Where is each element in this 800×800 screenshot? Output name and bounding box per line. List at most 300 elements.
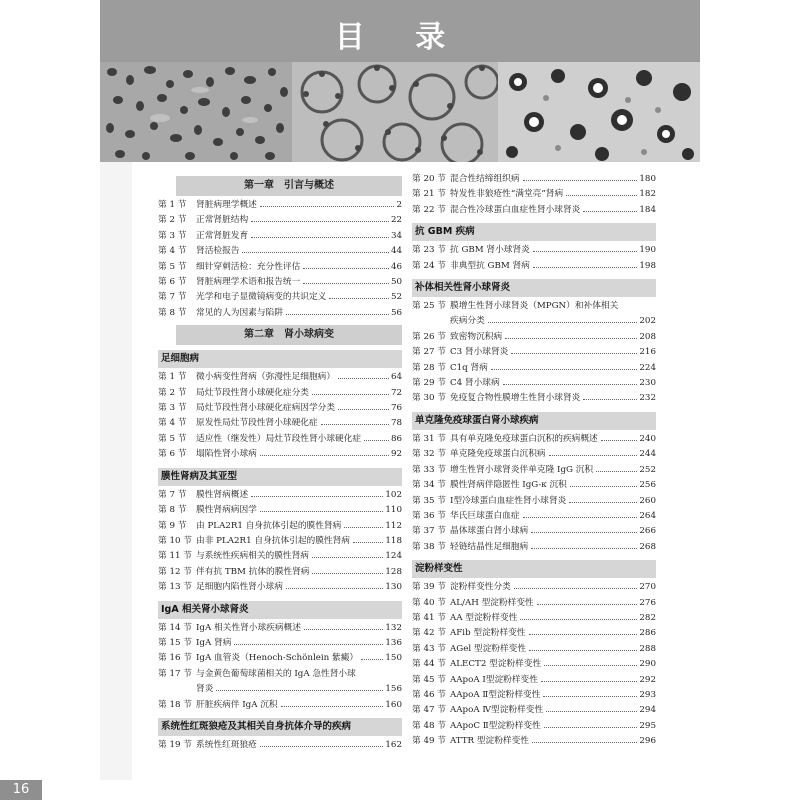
page-reference: 92: [390, 449, 402, 460]
toc-entry[interactable]: [412, 719, 656, 734]
section-title: C1q 肾病: [450, 362, 488, 373]
toc-entry[interactable]: [412, 447, 656, 462]
toc-entry[interactable]: [158, 488, 402, 503]
section-number: 第 43 节: [412, 643, 446, 654]
toc-entry[interactable]: [412, 540, 656, 555]
section-number: 第 3 节: [158, 403, 187, 414]
section-number: 第 29 节: [412, 378, 446, 389]
section-number: 第 38 节: [412, 541, 446, 552]
section-number: 第 36 节: [412, 510, 446, 521]
dot-leader: [566, 195, 637, 196]
page-reference: 276: [639, 597, 656, 608]
section-number: 第 37 节: [412, 526, 446, 537]
page-reference: 78: [390, 418, 402, 429]
section-title: AGel 型淀粉样变性: [450, 643, 527, 654]
section-title: 特发性非狼疮性“满堂亮”肾病: [450, 189, 564, 200]
page-reference: 2: [396, 200, 402, 210]
page-reference: 52: [390, 292, 402, 303]
page-reference: 256: [639, 480, 656, 491]
dot-leader: [549, 455, 638, 456]
category-heading: IgA 相关肾小球肾炎: [158, 601, 402, 619]
section-title: AApoC Ⅱ型淀粉样变性: [450, 720, 541, 731]
section-title: 局灶节段性肾小球硬化症病因学分类: [196, 403, 335, 414]
toc-entry[interactable]: [412, 259, 656, 274]
section-number: 第 49 节: [412, 736, 446, 747]
category-heading: 足细胞病: [158, 350, 402, 368]
dot-leader: [260, 511, 384, 512]
dot-leader: [303, 283, 389, 284]
dot-leader: [570, 486, 638, 487]
toc-entry[interactable]: [412, 626, 656, 641]
toc-entry[interactable]: [158, 198, 402, 213]
toc-entry[interactable]: [412, 509, 656, 524]
page-reference: 292: [639, 674, 656, 685]
dot-leader: [532, 742, 637, 743]
page-reference: 182: [639, 189, 656, 200]
dot-leader: [338, 409, 389, 410]
dot-leader: [529, 650, 637, 651]
page-reference: 202: [639, 316, 656, 327]
dot-leader: [523, 517, 638, 518]
section-number: 第 48 节: [412, 720, 446, 731]
page-reference: 288: [639, 643, 656, 654]
section-title: C4 肾小球病: [450, 378, 500, 389]
dot-leader: [251, 237, 389, 238]
dot-leader: [286, 588, 384, 589]
dot-leader: [251, 221, 389, 222]
section-number: 第 8 节: [158, 505, 187, 516]
page-number: 16: [0, 780, 42, 800]
section-title: ATTR 型淀粉样变性: [450, 736, 529, 747]
section-title: 致密物沉积病: [450, 331, 503, 342]
page-reference: 44: [390, 246, 402, 257]
section-number: 第 28 节: [412, 362, 446, 373]
section-number: 第 14 节: [158, 622, 192, 633]
section-title: AApoA Ⅰ型淀粉样变性: [450, 674, 538, 685]
toc-entry[interactable]: [412, 391, 656, 406]
section-number: 第 6 节: [158, 277, 187, 288]
section-number: 第 34 节: [412, 480, 446, 491]
section-title-continued: 疾病分类: [450, 316, 485, 327]
page-reference: 56: [390, 307, 402, 318]
page-reference: 252: [639, 464, 656, 475]
book-page: [100, 0, 700, 800]
page-reference: 86: [390, 433, 402, 444]
page-reference: 72: [390, 387, 402, 398]
section-title: 微小病变性肾病（弥漫性足细胞病）: [196, 372, 335, 383]
section-title: 轻链结晶性足细胞病: [450, 541, 529, 552]
section-number: 第 20 节: [412, 174, 446, 184]
dot-leader: [286, 314, 389, 315]
toc-right-column: [412, 172, 656, 750]
dot-leader: [312, 557, 383, 558]
section-title: 淀粉样变性分类: [450, 582, 511, 593]
section-number: 第 1 节: [158, 372, 187, 383]
toc-entry[interactable]: [158, 580, 402, 595]
section-title: 局灶节段性肾小球硬化症分类: [196, 387, 309, 398]
section-number: 第 41 节: [412, 612, 446, 623]
page-reference: 290: [639, 659, 656, 670]
section-number: 第 22 节: [412, 204, 446, 215]
toc-entry[interactable]: [412, 172, 656, 187]
section-title: 与系统性疾病相关的膜性肾病: [196, 551, 309, 562]
section-title: 原发性局灶节段性肾小球硬化症: [196, 418, 318, 429]
section-number: 第 6 节: [158, 449, 187, 460]
toc-entry[interactable]: [412, 330, 656, 345]
dot-leader: [491, 369, 638, 370]
dot-leader: [329, 298, 389, 299]
section-number: 第 2 节: [158, 387, 187, 398]
toc-entry[interactable]: [158, 636, 402, 651]
toc-entry-continuation[interactable]: [412, 314, 656, 329]
toc-entry[interactable]: [412, 688, 656, 703]
section-number: 第 7 节: [158, 292, 187, 303]
section-number: 第 19 节: [158, 739, 192, 750]
section-number: 第 32 节: [412, 449, 446, 460]
toc-entry[interactable]: [158, 290, 402, 305]
section-number: 第 31 节: [412, 433, 446, 444]
chapter-heading: 第二章 肾小球病变: [158, 325, 402, 345]
section-title: 伴有抗 TBM 抗体的膜性肾病: [196, 566, 310, 577]
title-banner: [100, 0, 700, 62]
section-number: 第 4 节: [158, 246, 187, 257]
section-number: 第 15 节: [158, 637, 192, 648]
section-title: IgA 肾病: [196, 637, 232, 648]
page-title: 目 录: [334, 20, 466, 55]
section-title: IgA 相关性肾小球疾病概述: [196, 622, 301, 633]
toc-entry[interactable]: [412, 642, 656, 657]
section-title: 具有单克隆免疫球蛋白沉积的疾病概述: [450, 433, 598, 444]
section-number: 第 7 节: [158, 489, 187, 500]
section-title: 常见的人为因素与陷阱: [196, 307, 283, 318]
section-number: 第 4 节: [158, 418, 187, 429]
dot-leader: [503, 384, 638, 385]
page-reference: 240: [639, 433, 656, 444]
dot-leader: [260, 206, 395, 207]
page-reference: 162: [385, 739, 402, 750]
toc-entry[interactable]: [158, 432, 402, 447]
page-reference: 156: [385, 684, 402, 695]
toc-entry[interactable]: [158, 275, 402, 290]
section-title: 足细胞内陷性肾小球病: [196, 582, 283, 593]
section-number: 第 12 节: [158, 566, 192, 577]
section-title: Ⅰ型冷球蛋白血症性肾小球肾炎: [450, 495, 567, 506]
page-reference: 136: [385, 637, 402, 648]
section-title: 膜性肾病病因学: [196, 505, 257, 516]
section-title: 适应性（继发性）局灶节段性肾小球硬化症: [196, 433, 362, 444]
toc-entry[interactable]: [412, 203, 656, 218]
dot-leader: [338, 378, 389, 379]
toc-entry[interactable]: [412, 463, 656, 478]
toc-entry[interactable]: [158, 651, 402, 666]
page-reference: 295: [639, 720, 656, 731]
dot-leader: [569, 502, 637, 503]
dot-leader: [537, 604, 638, 605]
section-number: 第 35 节: [412, 495, 446, 506]
section-title: 非典型抗 GBM 肾病: [450, 260, 530, 271]
toc-entry[interactable]: [412, 345, 656, 360]
section-title: 由 PLA2R1 自身抗体引起的膜性肾病: [196, 520, 342, 531]
page-reference: 110: [385, 505, 402, 516]
section-number: 第 5 节: [158, 261, 187, 272]
section-number: 第 45 节: [412, 674, 446, 685]
toc-entry[interactable]: [158, 503, 402, 518]
page-reference: 260: [639, 495, 656, 506]
page-reference: 282: [639, 612, 656, 623]
section-title: C3 肾小球肾炎: [450, 347, 509, 358]
toc-entry[interactable]: [158, 447, 402, 462]
section-number: 第 42 节: [412, 628, 446, 639]
page-reference: 124: [385, 551, 402, 562]
dot-leader: [511, 353, 637, 354]
toc-entry[interactable]: [158, 667, 402, 682]
page-reference: 268: [639, 541, 656, 552]
dot-leader: [529, 634, 638, 635]
page-reference: 216: [639, 347, 656, 358]
section-number: 第 18 节: [158, 699, 192, 710]
toc-entry[interactable]: [158, 401, 402, 416]
toc-entry[interactable]: [412, 524, 656, 539]
section-title: AApoA Ⅳ型淀粉样变性: [450, 705, 544, 716]
dot-leader: [505, 338, 637, 339]
page-reference: 160: [385, 699, 402, 710]
toc-entry[interactable]: [158, 244, 402, 259]
section-title: 肾活检报告: [196, 246, 240, 257]
chapter-heading: 第一章 引言与概述: [158, 176, 402, 196]
dot-leader: [260, 746, 384, 747]
section-title: AFib 型淀粉样变性: [450, 628, 526, 639]
page-reference: 264: [639, 510, 656, 521]
dot-leader: [544, 727, 638, 728]
category-heading: 膜性肾病及其亚型: [158, 468, 402, 486]
section-title: 单克隆免疫球蛋白沉积病: [450, 449, 546, 460]
section-number: 第 27 节: [412, 347, 446, 358]
section-title: AL/AH 型淀粉样变性: [450, 597, 534, 608]
page-reference: 294: [639, 705, 656, 716]
toc-entry[interactable]: [412, 187, 656, 202]
toc-entry[interactable]: [412, 361, 656, 376]
page-reference: 118: [385, 535, 402, 546]
section-number: 第 23 节: [412, 245, 446, 256]
dot-leader: [312, 394, 389, 395]
section-number: 第 9 节: [158, 520, 187, 531]
section-title: 肝脏疾病伴 IgA 沉积: [196, 699, 278, 710]
page-reference: 224: [639, 362, 656, 373]
dot-leader: [353, 542, 383, 543]
section-number: 第 2 节: [158, 215, 187, 226]
toc-entry[interactable]: [158, 229, 402, 244]
page-reference: 296: [639, 736, 656, 747]
page-reference: 112: [385, 520, 402, 531]
toc-entry[interactable]: [412, 703, 656, 718]
toc-entry[interactable]: [158, 260, 402, 275]
section-number: 第 16 节: [158, 653, 192, 664]
toc-left-column: [158, 172, 402, 753]
dot-leader: [260, 455, 389, 456]
toc-entry[interactable]: [158, 519, 402, 534]
page-reference: 132: [385, 622, 402, 633]
dot-leader: [361, 659, 383, 660]
dot-leader: [312, 573, 383, 574]
page-reference: 293: [639, 689, 656, 700]
page-reference: 286: [639, 628, 656, 639]
category-heading: 补体相关性肾小球肾炎: [412, 279, 656, 297]
toc-entry[interactable]: [412, 657, 656, 672]
dot-leader: [344, 527, 383, 528]
section-title: 膜性肾病概述: [196, 489, 249, 500]
dot-leader: [544, 665, 637, 666]
section-number: 第 26 节: [412, 331, 446, 342]
section-title: ALECT2 型淀粉样变性: [450, 659, 542, 670]
toc-entry[interactable]: [158, 386, 402, 401]
dot-leader: [583, 211, 637, 212]
toc-entry[interactable]: [158, 370, 402, 385]
section-number: 第 11 节: [158, 551, 192, 562]
dot-leader: [303, 268, 389, 269]
section-title: 膜性肾病伴隐匿性 IgG-κ 沉积: [450, 480, 567, 491]
toc-entry[interactable]: [412, 611, 656, 626]
toc-entry[interactable]: [412, 580, 656, 595]
section-title: 光学和电子显微镜病变的共识定义: [196, 292, 327, 303]
toc-entry[interactable]: [412, 299, 656, 314]
dot-leader: [583, 399, 637, 400]
page-reference: 50: [390, 277, 402, 288]
toc-entry[interactable]: [158, 738, 402, 753]
dot-leader: [251, 496, 383, 497]
section-title: 与金黄色葡萄球菌相关的 IgA 急性肾小球: [196, 668, 356, 679]
section-title: IgA 血管炎（Henoch-Schönlein 紫癜）: [196, 653, 359, 664]
category-heading: 系统性红斑狼疮及其相关自身抗体介导的疾病: [158, 718, 402, 736]
dot-leader: [533, 267, 638, 268]
section-number: 第 8 节: [158, 307, 187, 318]
page-reference: 150: [385, 653, 402, 664]
section-title: 塌陷性肾小球病: [196, 449, 257, 460]
dot-leader: [531, 548, 637, 549]
section-title-continued: 肾炎: [196, 684, 214, 695]
section-title: 抗 GBM 肾小球肾炎: [450, 245, 530, 256]
toc-entry-continuation[interactable]: [158, 682, 402, 697]
page-reference: 208: [639, 331, 656, 342]
toc-entry[interactable]: [158, 621, 402, 636]
dot-leader: [304, 629, 384, 630]
section-title: AA 型淀粉样变性: [450, 612, 518, 623]
micrograph-image-3: [498, 62, 700, 162]
toc-entry[interactable]: [412, 673, 656, 688]
dot-leader: [596, 471, 637, 472]
toc-entry[interactable]: [412, 734, 656, 749]
page-reference: 230: [639, 378, 656, 389]
section-number: 第 21 节: [412, 189, 446, 200]
section-number: 第 33 节: [412, 464, 446, 475]
toc-entry[interactable]: [412, 376, 656, 391]
dot-leader: [533, 251, 638, 252]
section-number: 第 24 节: [412, 260, 446, 271]
section-title: 膜增生性肾小球肾炎（MPGN）和补体相关: [450, 301, 619, 312]
dot-leader: [601, 440, 638, 441]
toc-entry[interactable]: [158, 565, 402, 580]
section-number: 第 46 节: [412, 689, 446, 700]
toc-entry[interactable]: [412, 243, 656, 258]
micrograph-image-1: [100, 62, 292, 162]
category-heading: 抗 GBM 疾病: [412, 223, 656, 241]
toc-entry[interactable]: [158, 534, 402, 549]
toc-entry[interactable]: [158, 306, 402, 321]
page-reference: 244: [639, 449, 656, 460]
section-number: 第 30 节: [412, 393, 446, 404]
page-reference: 22: [390, 215, 402, 226]
page-reference: 130: [385, 582, 402, 593]
page-reference: 76: [390, 403, 402, 414]
toc-entry[interactable]: [412, 494, 656, 509]
toc-entry[interactable]: [412, 432, 656, 447]
micrograph-image-2: [292, 62, 498, 162]
toc-entry[interactable]: [158, 416, 402, 431]
section-title: 系统性红斑狼疮: [196, 739, 257, 750]
dot-leader: [543, 696, 637, 697]
section-title: 晶体球蛋白肾小球病: [450, 526, 529, 537]
category-heading: 淀粉样变性: [412, 560, 656, 578]
section-title: 细针穿刺活检：充分性评估: [196, 261, 301, 272]
category-heading: 单克隆免疫球蛋白肾小球疾病: [412, 412, 656, 430]
section-title: AApoA Ⅱ型淀粉样变性: [450, 689, 541, 700]
page-reference: 232: [639, 393, 656, 404]
toc-entry[interactable]: [412, 596, 656, 611]
section-title: 增生性肾小球肾炎伴单克隆 IgG 沉积: [450, 464, 594, 475]
dot-leader: [531, 532, 637, 533]
dot-leader: [234, 644, 383, 645]
page-reference: 180: [639, 174, 656, 184]
section-title: 正常肾脏发育: [196, 230, 249, 241]
toc-entry[interactable]: [412, 478, 656, 493]
dot-leader: [242, 252, 389, 253]
dot-leader: [541, 681, 637, 682]
section-title: 混合性冷球蛋白血症性肾小球肾炎: [450, 204, 581, 215]
toc-entry[interactable]: [158, 698, 402, 713]
section-title: 华氏巨球蛋白血症: [450, 510, 520, 521]
dot-leader: [216, 690, 383, 691]
section-title: 免疫复合物性膜增生性肾小球肾炎: [450, 393, 581, 404]
section-number: 第 5 节: [158, 433, 187, 444]
dot-leader: [281, 706, 384, 707]
section-title: 正常肾脏结构: [196, 215, 249, 226]
section-number: 第 1 节: [158, 200, 187, 210]
dot-leader: [546, 711, 637, 712]
section-number: 第 39 节: [412, 582, 446, 593]
dot-leader: [514, 588, 638, 589]
section-number: 第 44 节: [412, 659, 446, 670]
section-number: 第 47 节: [412, 705, 446, 716]
section-number: 第 40 节: [412, 597, 446, 608]
dot-leader: [520, 619, 637, 620]
section-title: 由非 PLA2R1 自身抗体引起的膜性肾病: [196, 535, 350, 546]
section-number: 第 10 节: [158, 535, 192, 546]
toc-entry[interactable]: [158, 213, 402, 228]
section-number: 第 25 节: [412, 301, 446, 312]
section-number: 第 13 节: [158, 582, 192, 593]
dot-leader: [321, 424, 389, 425]
page-reference: 46: [390, 261, 402, 272]
page-reference: 190: [639, 245, 656, 256]
page-reference: 128: [385, 566, 402, 577]
page-reference: 34: [390, 230, 402, 241]
toc-entry[interactable]: [158, 549, 402, 564]
section-title: 肾脏病理学术语和报告统一: [196, 277, 301, 288]
section-title: 肾脏病理学概述: [196, 200, 257, 210]
page-reference: 184: [639, 204, 656, 215]
page-reference: 198: [639, 260, 656, 271]
section-number: 第 17 节: [158, 668, 192, 679]
page-reference: 270: [639, 582, 656, 593]
